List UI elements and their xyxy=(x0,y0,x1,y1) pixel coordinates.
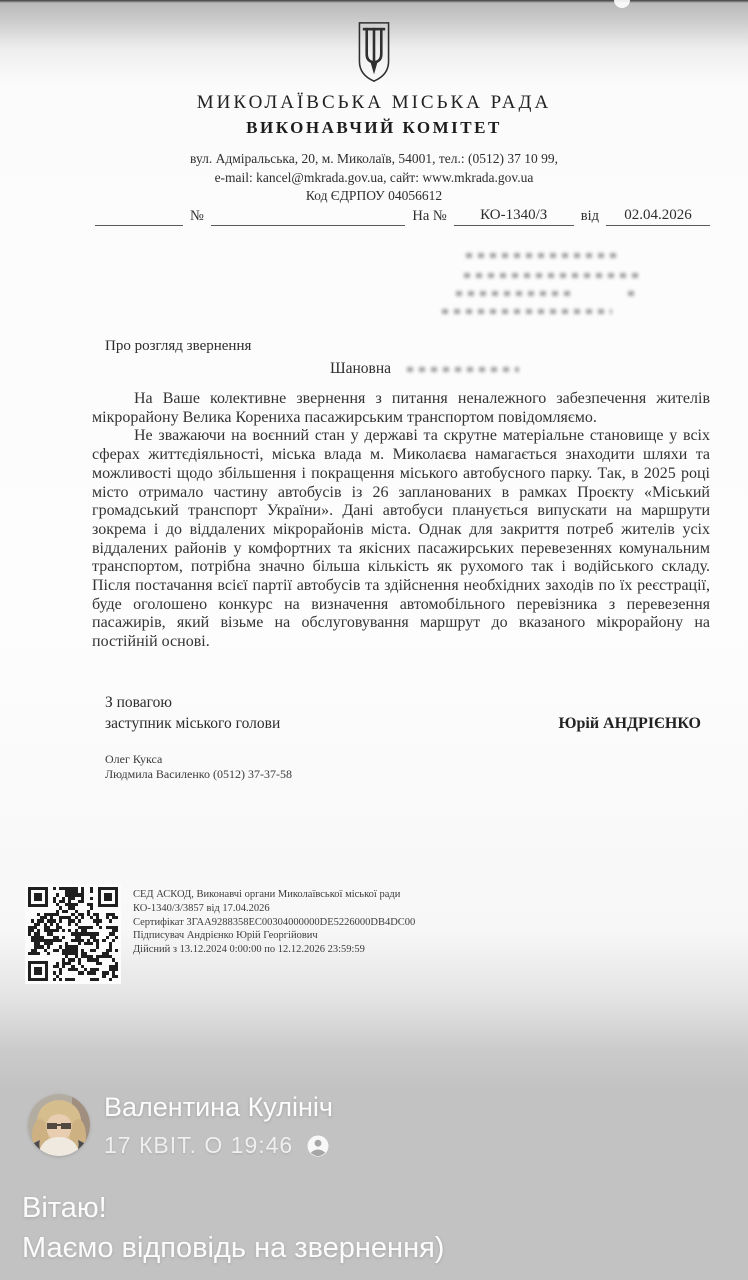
committee-title: ВИКОНАВЧИЙ КОМІТЕТ xyxy=(246,118,502,137)
address-line-1: вул. Адміральська, 20, м. Миколаїв, 54001, тел.: (0512) 37 10 99, xyxy=(190,151,558,166)
story-overlay xyxy=(0,1080,748,1280)
executors-block xyxy=(105,752,292,782)
reference-date: 02.04.2026 xyxy=(606,207,710,226)
qr-code xyxy=(25,884,121,984)
body-paragraph-1: На Ваше колективне звернення з питання неналежного забезпечення жителів мікрорайону Велика Корениха пасажирським транспортом повідомляємо. xyxy=(92,390,710,426)
caption-line-1: Вітаю! xyxy=(22,1192,107,1224)
reply-label: На № xyxy=(412,208,447,224)
salutation-line xyxy=(330,360,519,378)
story-caption xyxy=(22,1188,444,1268)
closing-line: З повагою xyxy=(105,694,172,711)
signer-position: заступник міського голови xyxy=(105,715,281,732)
council-title: МИКОЛАЇВСЬКА МІСЬКА РАДА xyxy=(196,92,552,113)
stamp-line-5: Дійсний з 13.12.2024 0:00:00 по 12.12.2026 23:59:59 xyxy=(133,944,365,956)
letter-body xyxy=(92,390,710,652)
executor-2: Людмила Василенко (0512) 37-37-58 xyxy=(105,767,292,781)
caption-line-2: Маємо відповідь на звернення) xyxy=(22,1232,445,1264)
story-timestamp: 17 КВІТ. О 19:46 xyxy=(104,1132,294,1158)
date-label: від xyxy=(580,208,599,224)
stamp-text xyxy=(133,888,415,957)
body-paragraph-2: Не зважаючи на воєнний стан у державі та скрутне матеріальне становище у всіх сферах життєдіяльності, міська влада м. Миколаєва намагається знаходити шляхи та можливості щодо збільшення і покращення міського автобусного парку. Так, в 2025 році місто отримало частину автобусів із 26 запланованих в рамках Проєкту «Міський громадський транспорт України». Дані автобуси планується випускати на маршрути зокрема і до віддалених мікрорайонів міста. Однак для закриття потреб жителів усіх віддалених районів у комфортних та якісних пасажирських перевезеннях комунальним транспортом, потрібна значно більша кількість як рухомого так і водійського складу. Після постачання всієї партії автобусів та здійснення необхідних заходів по їх реєстрації, буде оголошено конкурс на визначення автомобільного перевізника з перевезення пасажирів, який візьме на обслуговування маршрут до вказаного мікрорайону на постійній основі. xyxy=(92,427,710,651)
salutation-name-redacted xyxy=(407,367,519,372)
salutation-text: Шановна xyxy=(330,360,392,377)
digital-signature-stamp xyxy=(25,884,415,984)
signature-block xyxy=(105,694,701,733)
stamp-line-4: Підписувач Андрієнко Юрій Георгійович xyxy=(133,930,318,942)
avatar[interactable] xyxy=(28,1094,90,1156)
reference-line xyxy=(95,207,710,226)
doc-number-blank-2 xyxy=(211,224,406,226)
stamp-line-1: СЕД АСКОД, Виконавчі органи Миколаївської міської ради xyxy=(133,889,401,900)
subject-line: Про розгляд звернення xyxy=(105,338,252,354)
stamp-line-2: КО-1340/З/3857 від 17.04.2026 xyxy=(133,902,270,914)
stamp-line-3: Сертифікат 3ГАА9288358ЕС00304000000DE5226000DB4DC00 xyxy=(133,916,416,928)
address-line-3: Код ЄДРПОУ 04056612 xyxy=(305,188,443,203)
author-name[interactable]: Валентина Кулініч xyxy=(104,1092,333,1122)
number-label: № xyxy=(190,208,204,224)
signer-name: Юрій АНДРІЄНКО xyxy=(558,715,701,732)
reply-number: КО-1340/З xyxy=(454,207,574,226)
audience-icon xyxy=(307,1135,329,1157)
address-line-2: e-mail: kancel@mkrada.gov.ua, сайт: www.mkrada.gov.ua xyxy=(214,169,534,185)
letterhead-address xyxy=(0,150,748,206)
executor-1: Олег Кукса xyxy=(105,752,163,766)
doc-number-blank xyxy=(95,224,183,226)
trident-emblem-icon xyxy=(348,20,400,89)
story-meta xyxy=(104,1132,329,1159)
